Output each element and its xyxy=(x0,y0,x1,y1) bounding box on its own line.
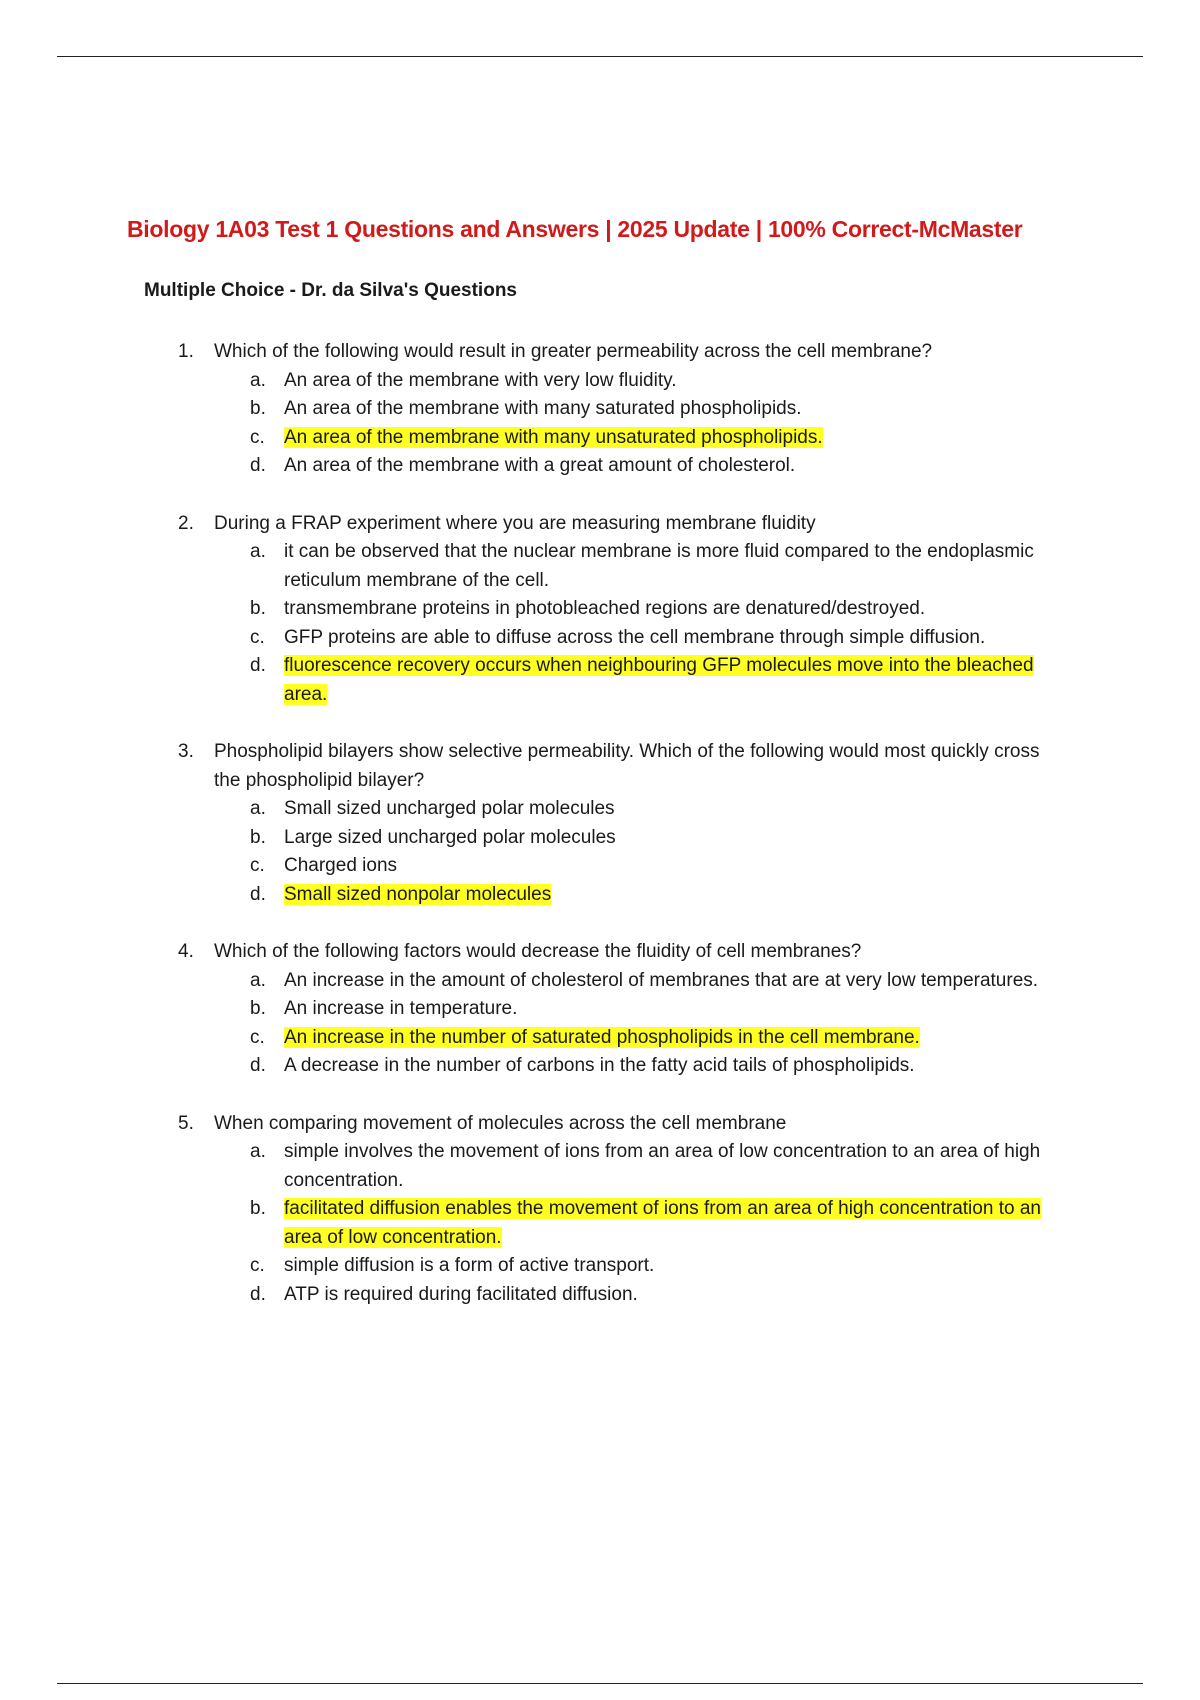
option-text: Small sized uncharged polar molecules xyxy=(284,798,615,819)
answer-option xyxy=(250,1281,1058,1310)
option-letter: c. xyxy=(250,1255,265,1276)
top-rule xyxy=(57,56,1143,57)
option-text-wrap xyxy=(284,538,1044,595)
question-stem xyxy=(178,738,1058,795)
option-text: An area of the membrane with many saturated phospholipids. xyxy=(284,398,802,419)
option-text-wrap xyxy=(284,1281,1044,1310)
option-letter: c. xyxy=(250,1026,265,1048)
question-list xyxy=(178,338,1058,1338)
question-text: Phospholipid bilayers show selective permeability. Which of the following would most quickly cross the phospholipid bilayer? xyxy=(214,741,1040,791)
option-list xyxy=(178,795,1058,909)
highlighted-answer-text: Small sized nonpolar molecules xyxy=(284,883,552,905)
option-letter: a. xyxy=(250,541,266,562)
answer-option xyxy=(250,595,1058,624)
option-text: GFP proteins are able to diffuse across the cell membrane through simple diffusion. xyxy=(284,626,986,648)
question-number: 3. xyxy=(178,741,194,762)
option-list xyxy=(178,367,1058,481)
answer-option xyxy=(250,795,1058,824)
question-number: 5. xyxy=(178,1112,194,1134)
answer-option xyxy=(250,624,1058,653)
option-letter: d. xyxy=(250,883,266,905)
question-text: During a FRAP experiment where you are measuring membrane fluidity xyxy=(214,512,816,534)
answer-option xyxy=(250,367,1058,396)
option-text: it can be observed that the nuclear membrane is more fluid compared to the endoplasmic reticulum membrane of the cell. xyxy=(284,541,1034,591)
question-1 xyxy=(178,338,1058,481)
answer-option xyxy=(250,452,1058,481)
question-text: When comparing movement of molecules across the cell membrane xyxy=(214,1112,787,1134)
option-text: An increase in the amount of cholesterol of membranes that are at very low temperatures. xyxy=(284,969,1039,991)
option-letter: c. xyxy=(250,626,265,648)
answer-option xyxy=(250,824,1058,853)
option-text-wrap xyxy=(284,967,1044,996)
question-stem xyxy=(178,938,1058,967)
option-text-wrap xyxy=(284,624,1044,653)
highlighted-answer-text: An area of the membrane with many unsaturated phospholipids. xyxy=(284,426,823,448)
option-text-wrap xyxy=(284,995,1044,1024)
question-2 xyxy=(178,510,1058,710)
answer-option-correct xyxy=(250,1195,1058,1252)
section-heading: Multiple Choice - Dr. da Silva's Questions xyxy=(144,280,517,301)
option-text-wrap xyxy=(284,1138,1044,1195)
question-text: Which of the following factors would decrease the fluidity of cell membranes? xyxy=(214,941,862,962)
option-letter: a. xyxy=(250,969,266,991)
answer-option xyxy=(250,852,1058,881)
option-text-wrap xyxy=(284,1024,1044,1053)
answer-option xyxy=(250,967,1058,996)
option-letter: b. xyxy=(250,998,266,1019)
option-text: ATP is required during facilitated diffusion. xyxy=(284,1283,638,1305)
option-letter: d. xyxy=(250,1055,266,1076)
question-number: 2. xyxy=(178,512,194,534)
option-letter: c. xyxy=(250,855,265,876)
question-stem xyxy=(178,510,1058,539)
answer-option-correct xyxy=(250,424,1058,453)
option-text-wrap xyxy=(284,1195,1044,1252)
option-text-wrap xyxy=(284,824,1044,853)
option-text-wrap xyxy=(284,452,1044,481)
option-letter: b. xyxy=(250,598,266,619)
option-text: transmembrane proteins in photobleached regions are denatured/destroyed. xyxy=(284,598,926,619)
option-list xyxy=(178,538,1058,709)
option-letter: b. xyxy=(250,398,266,419)
option-list xyxy=(178,1138,1058,1309)
question-number: 4. xyxy=(178,941,194,962)
answer-option xyxy=(250,1138,1058,1195)
option-text-wrap xyxy=(284,881,1044,910)
answer-option-correct xyxy=(250,1024,1058,1053)
option-text: An increase in temperature. xyxy=(284,998,518,1019)
option-letter: d. xyxy=(250,655,266,676)
answer-option xyxy=(250,1052,1058,1081)
option-text: Large sized uncharged polar molecules xyxy=(284,826,616,848)
answer-option xyxy=(250,995,1058,1024)
option-letter: d. xyxy=(250,1283,266,1305)
question-3 xyxy=(178,738,1058,909)
question-4 xyxy=(178,938,1058,1081)
question-stem xyxy=(178,1110,1058,1139)
option-text-wrap xyxy=(284,1052,1044,1081)
option-letter: b. xyxy=(250,826,266,848)
question-5 xyxy=(178,1110,1058,1310)
option-letter: d. xyxy=(250,455,266,476)
option-text-wrap xyxy=(284,395,1044,424)
option-letter: a. xyxy=(250,369,266,391)
answer-option-correct xyxy=(250,881,1058,910)
option-text: Charged ions xyxy=(284,855,398,876)
option-text-wrap xyxy=(284,424,1044,453)
option-letter: a. xyxy=(250,1141,266,1162)
option-text: An area of the membrane with very low fluidity. xyxy=(284,369,677,391)
option-text: simple involves the movement of ions from an area of low concentration to an area of high concentration. xyxy=(284,1141,1041,1191)
option-text-wrap xyxy=(284,652,1044,709)
option-text-wrap xyxy=(284,1252,1044,1281)
option-letter: b. xyxy=(250,1198,266,1219)
option-text-wrap xyxy=(284,795,1044,824)
answer-option-correct xyxy=(250,652,1058,709)
question-stem xyxy=(178,338,1058,367)
document-title: Biology 1A03 Test 1 Questions and Answers | 2025 Update | 100% Correct-McMaster xyxy=(127,216,1023,242)
question-number: 1. xyxy=(178,341,194,362)
option-letter: a. xyxy=(250,798,266,819)
option-text-wrap xyxy=(284,367,1044,396)
highlighted-answer-text: An increase in the number of saturated phospholipids in the cell membrane. xyxy=(284,1026,920,1048)
option-text: An area of the membrane with a great amount of cholesterol. xyxy=(284,455,796,476)
highlighted-answer-text: fluorescence recovery occurs when neighbouring GFP molecules move into the bleached area. xyxy=(284,655,1034,705)
highlighted-answer-text: facilitated diffusion enables the movement of ions from an area of high concentration to an area of low concentration. xyxy=(284,1198,1041,1248)
answer-option xyxy=(250,395,1058,424)
option-text-wrap xyxy=(284,852,1044,881)
answer-option xyxy=(250,1252,1058,1281)
option-letter: c. xyxy=(250,426,265,448)
option-text: simple diffusion is a form of active transport. xyxy=(284,1255,655,1276)
option-text: A decrease in the number of carbons in the fatty acid tails of phospholipids. xyxy=(284,1055,915,1076)
answer-option xyxy=(250,538,1058,595)
question-text: Which of the following would result in greater permeability across the cell membrane? xyxy=(214,341,933,362)
option-list xyxy=(178,967,1058,1081)
bottom-rule xyxy=(57,1683,1143,1684)
option-text-wrap xyxy=(284,595,1044,624)
